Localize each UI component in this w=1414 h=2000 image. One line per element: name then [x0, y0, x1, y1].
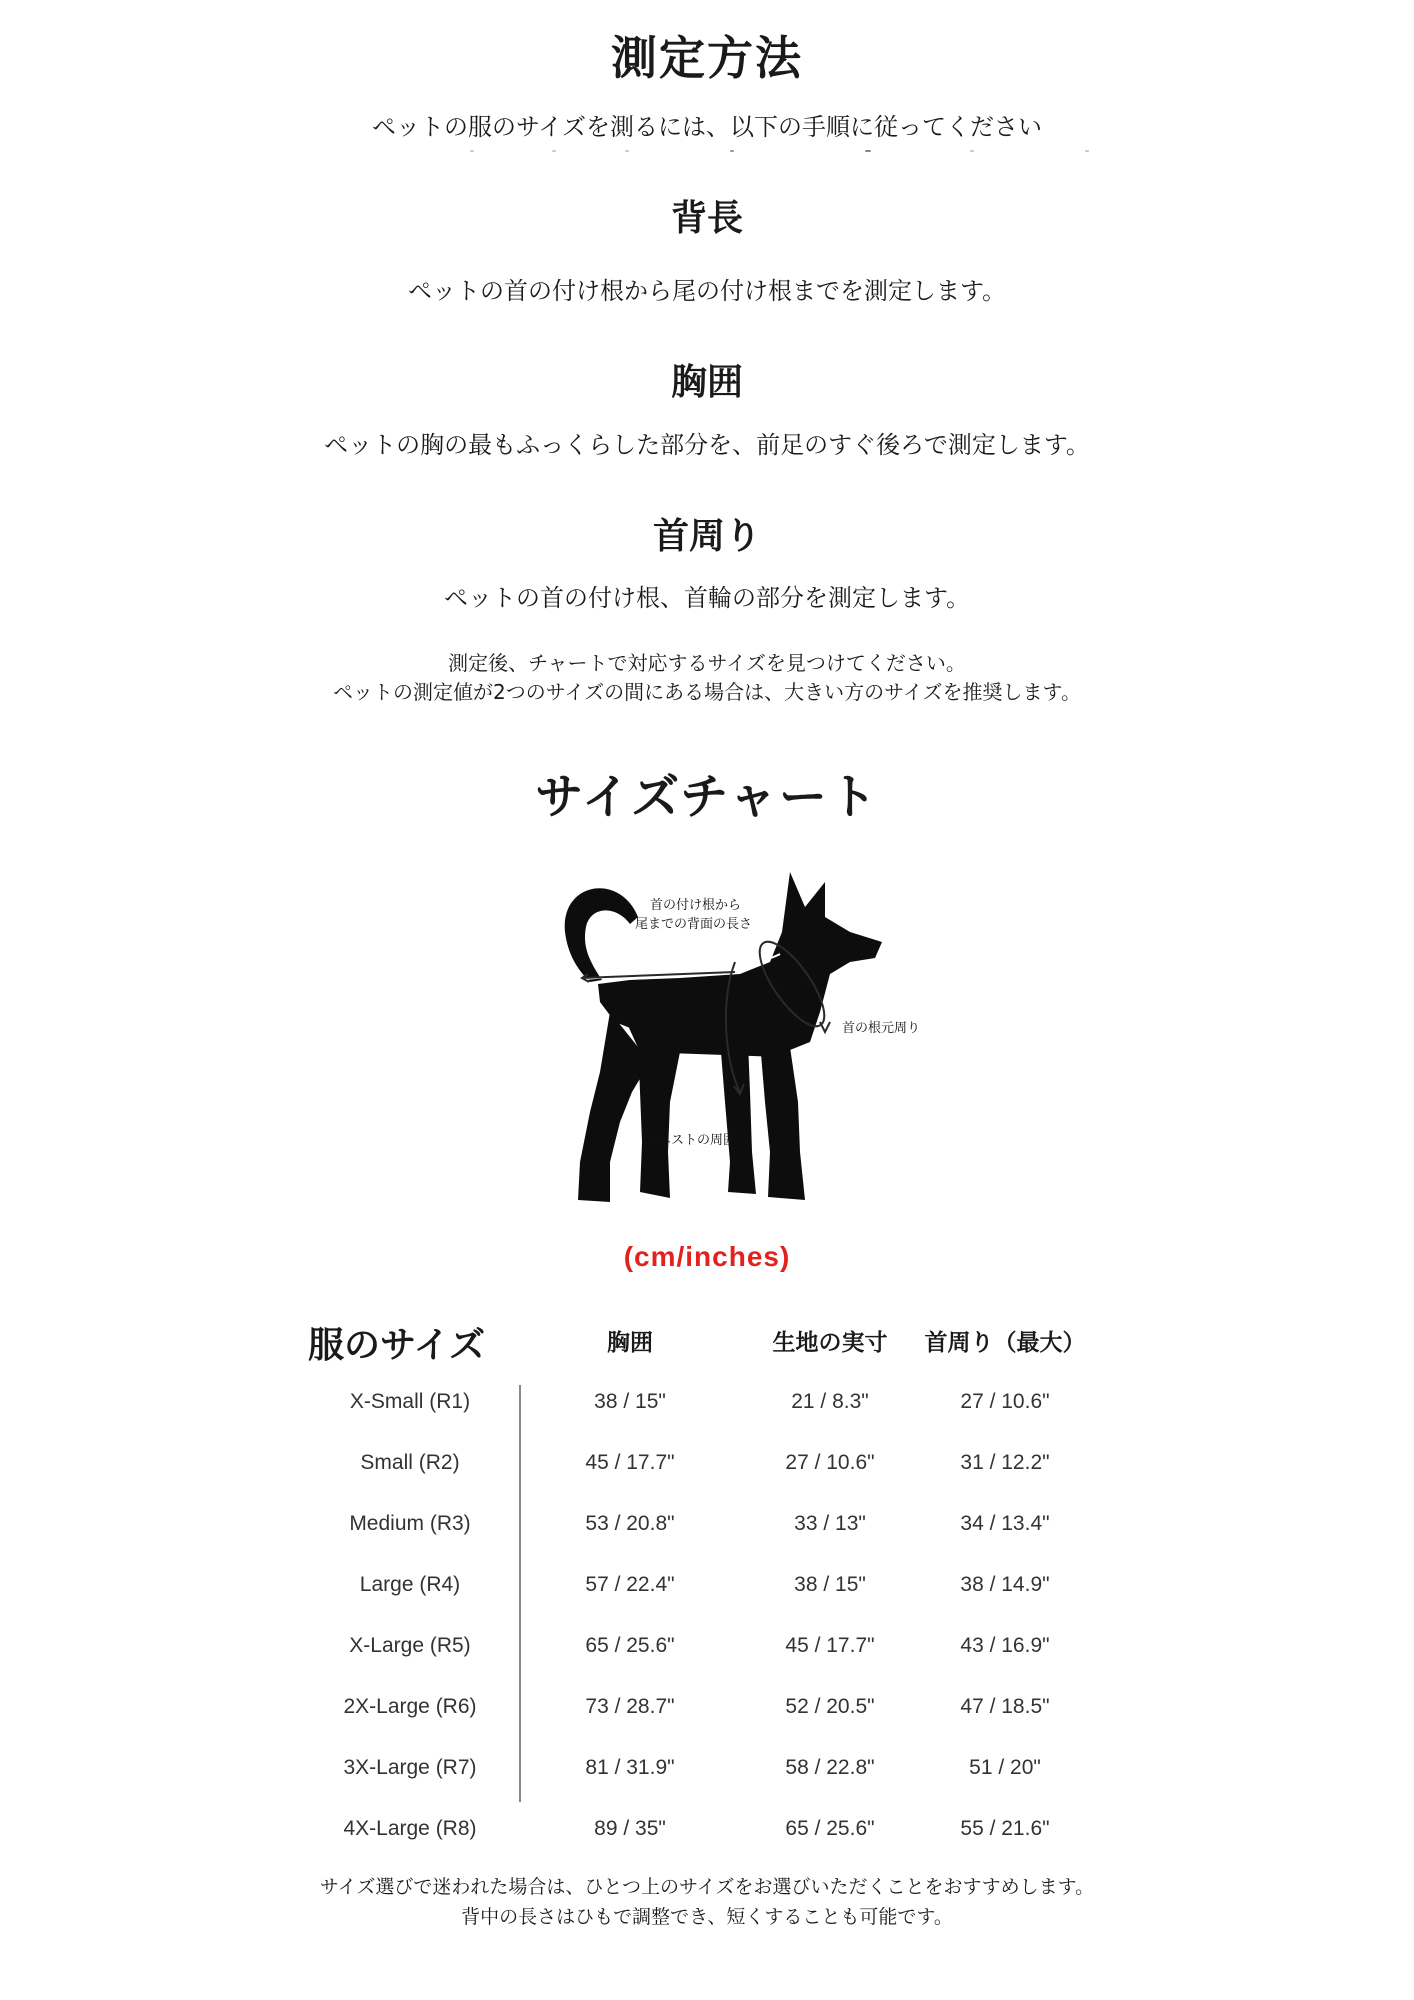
measurement-cell: 34 / 13.4": [960, 1512, 1050, 1535]
size-name-cell: 3X-Large (R7): [343, 1756, 477, 1779]
back-length-label-line2: 尾までの背面の長さ: [635, 917, 753, 932]
size-name-cell: X-Large (R5): [349, 1634, 471, 1657]
measurement-cell: 52 / 20.5": [785, 1695, 875, 1718]
unit-label: (cm/inches): [623, 1241, 791, 1272]
measurement-cell: 43 / 16.9": [960, 1634, 1050, 1657]
measurement-cell: 47 / 18.5": [960, 1695, 1050, 1718]
dog-measurement-diagram: [520, 862, 940, 1217]
section-text-chest: ペットの胸の最もふっくらした部分を、前足のすぐ後ろで測定します。: [324, 431, 1090, 459]
measurement-cell: 58 / 22.8": [785, 1756, 875, 1779]
table-header-fabric: 生地の実寸: [772, 1330, 888, 1356]
note-line-1: 測定後、チャートで対応するサイズを見つけてください。: [448, 651, 966, 675]
measurement-cell: 81 / 31.9": [585, 1756, 675, 1779]
measurement-cell: 45 / 17.7": [585, 1451, 675, 1474]
table-header-chest: 胸囲: [607, 1330, 653, 1356]
measurement-cell: 65 / 25.6": [785, 1817, 875, 1840]
waist-label: ウエストの周囲: [645, 1133, 737, 1148]
measurement-cell: 38 / 15": [594, 1390, 666, 1413]
back-length-label-line1: 首の付け根から: [650, 898, 742, 913]
size-name-cell: Large (R4): [359, 1573, 461, 1596]
neck-label: 首の根元周り: [842, 1021, 921, 1036]
size-name-cell: 4X-Large (R8): [343, 1817, 477, 1840]
size-chart-title: サイズチャート: [535, 769, 879, 825]
measurement-cell: 89 / 35": [594, 1817, 666, 1840]
measurement-cell: 38 / 15": [794, 1573, 866, 1596]
measurement-cell: 45 / 17.7": [785, 1634, 875, 1657]
divider-dots: [470, 150, 1090, 154]
size-name-cell: X-Small (R1): [349, 1390, 471, 1413]
measurement-cell: 31 / 12.2": [960, 1451, 1050, 1474]
section-text-neck: ペットの首の付け根、首輪の部分を測定します。: [443, 584, 971, 612]
section-heading-chest: 胸囲: [670, 362, 743, 403]
footer-line-1: サイズ選びで迷われた場合は、ひとつ上のサイズをお選びいただくことをおすすめします。: [319, 1876, 1095, 1898]
intro-text: ペットの服のサイズを測るには、以下の手順に従ってください: [371, 113, 1043, 141]
measurement-cell: 27 / 10.6": [960, 1390, 1050, 1413]
footer-line-2: 背中の長さはひもで調整でき、短くすることも可能です。: [461, 1906, 953, 1928]
measurement-cell: 57 / 22.4": [585, 1573, 675, 1596]
section-heading-back-length: 背長: [670, 198, 743, 239]
size-name-cell: Medium (R3): [349, 1512, 471, 1535]
measurement-cell: 65 / 25.6": [585, 1634, 675, 1657]
measurement-cell: 53 / 20.8": [585, 1512, 675, 1535]
size-name-cell: 2X-Large (R6): [343, 1695, 477, 1718]
section-text-back-length: ペットの首の付け根から尾の付け根までを測定します。: [407, 277, 1007, 305]
measurement-cell: 55 / 21.6": [960, 1817, 1050, 1840]
measurement-cell: 21 / 8.3": [791, 1390, 869, 1413]
size-name-cell: Small (R2): [360, 1451, 460, 1474]
measurement-cell: 73 / 28.7": [585, 1695, 675, 1718]
section-heading-neck: 首周り: [652, 516, 761, 557]
measurement-cell: 38 / 14.9": [960, 1573, 1050, 1596]
page-title: 測定方法: [611, 31, 803, 85]
measurement-cell: 27 / 10.6": [785, 1451, 875, 1474]
measurement-cell: 51 / 20": [969, 1756, 1041, 1779]
table-header-size: 服のサイズ: [308, 1325, 486, 1366]
table-header-neck: 首周り（最大）: [924, 1330, 1086, 1356]
measurement-cell: 33 / 13": [794, 1512, 866, 1535]
note-line-2: ペットの測定値が2つのサイズの間にある場合は、大きい方のサイズを推奨します。: [333, 680, 1081, 704]
